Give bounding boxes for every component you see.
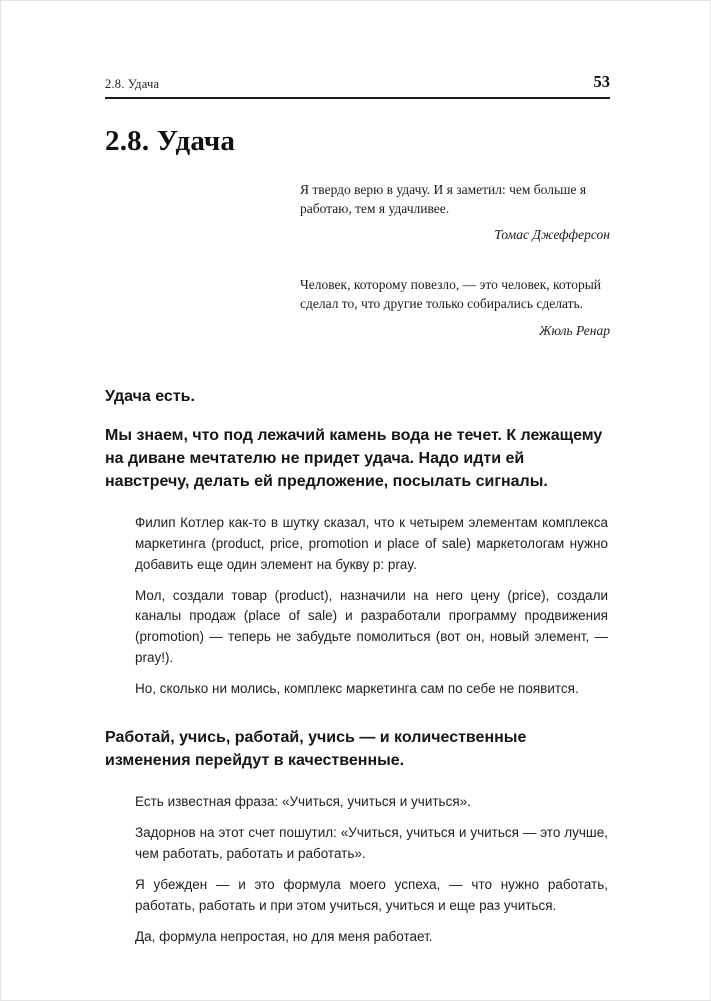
epigraph-author: Жюль Ренар <box>539 322 610 338</box>
indented-paragraph: Я убежден — и это формула моего успеха, — что нужно работать, работать, работать и при этом учиться, учиться и еще раз учиться. <box>135 876 608 913</box>
indented-group <box>105 792 610 948</box>
epigraph <box>300 180 610 243</box>
body-text <box>105 385 610 948</box>
running-header: 2.8. Удача <box>105 77 160 91</box>
indented-group <box>105 513 610 700</box>
page-number: 53 <box>593 72 610 91</box>
indented-paragraph: Да, формула непростая, но для меня работает. <box>135 928 433 944</box>
running-header-row <box>105 72 610 99</box>
lead-paragraph: Мы знаем, что под лежачий камень вода не течет. К лежащему на диване мечтателю не придет удача. Надо идти ей навстречу, делать ей предложение, посылать сигналы. <box>105 426 603 490</box>
epigraph <box>300 275 610 338</box>
indented-paragraph: Филип Котлер как-то в шутку сказал, что к четырем элементам комплекса маркетинга (product, price, promotion и place of sale) маркетологам нужно добавить еще один элемент на букву p: pray. <box>135 514 608 572</box>
lead-paragraph: Удача есть. <box>105 387 195 405</box>
chapter-title: 2.8. Удача <box>105 125 236 157</box>
lead-paragraph: Работай, учись, работай, учись — и количественные изменения перейдут в качественные. <box>105 729 527 770</box>
epigraph-text: Человек, которому повезло, — это человек, который сделал то, что другие только собирались сделать. <box>300 277 602 312</box>
indented-paragraph: Мол, создали товар (product), назначили на него цену (price), создали каналы продаж (place of sale) и разработали программу продвижения (promotion) — теперь не забудьте помолиться (вот он, новый элемент, — pray!). <box>135 587 608 666</box>
indented-paragraph: Задорнов на этот счет пошутил: «Учиться, учиться и учиться — это лучше, чем работать, работать и работать». <box>135 825 608 862</box>
indented-paragraph: Но, сколько ни молись, комплекс маркетинга сам по себе не появится. <box>135 681 579 697</box>
epigraph-text: Я твердо верю в удачу. И я заметил: чем больше я работаю, тем я удачливее. <box>300 182 587 217</box>
indented-paragraph: Есть известная фраза: «Учиться, учиться и учиться». <box>135 794 471 810</box>
epigraph-author: Томас Джефферсон <box>494 227 610 243</box>
